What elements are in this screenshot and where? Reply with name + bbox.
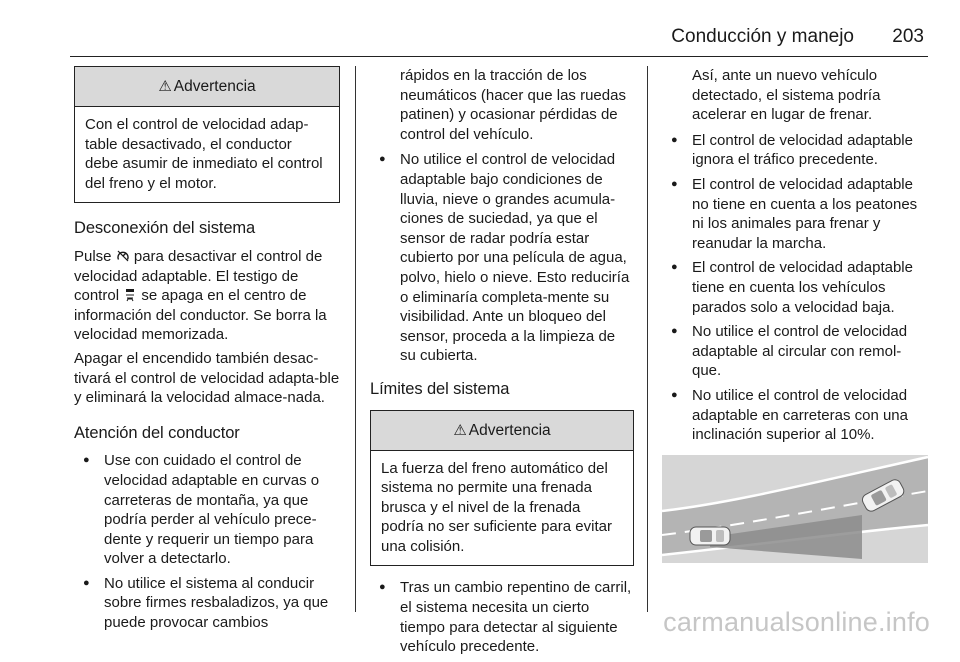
cruise-control-indicator-icon [123,288,137,302]
page-header [0,26,960,56]
column-divider-1 [355,66,356,612]
list-item: ● No utilice el control de velocidad adaptable bajo condiciones de lluvia, nieve o grandes acumula-ciones de suciedad, ya que el sensor de radar podría estar cubierto por una película de agua, polvo, hielo o nieve. Esto reduciría o eliminaría completa-mente su visibilidad. Ante un bloqueo del sensor, proceda a la limpieza de su cubierta. [370,150,634,366]
list-item: ● No utilice el control de velocidad adaptable en carreteras con una inclinación superior al 10%. [662,386,928,445]
warning-header [371,411,633,451]
text-fragment: se apaga en el centro de información del conductor. Se borra la velocidad memorizada. [74,287,327,344]
warning-box-1 [74,66,340,203]
curve-road-illustration [662,455,928,563]
warning-title: Advertencia [173,78,256,95]
column-1 [74,66,340,638]
warning-text: La fuerza del freno automático del sistema no permite una frenada brusca y el nivel de la frenada podría no ser suficiente para evitar una colisión. [381,459,612,555]
bullet-list-attention [74,451,340,632]
bullet-list-limits [662,131,928,445]
text-fragment: Pulse [74,247,116,265]
paragraph-continuation: Así, ante un nuevo vehículo detectado, el sistema podría acelerar en lugar de frenar. [692,67,881,124]
bullet-list-weather [370,150,634,366]
header-rule [70,56,928,57]
warning-header [75,67,339,107]
list-item: ● El control de velocidad adaptable no tiene en cuenta a los peatones ni los animales para frenar y reanudar la marcha. [662,175,928,253]
curve-illustration [662,455,928,563]
list-item: ● Tras un cambio repentino de carril, el sistema necesita un cierto tiempo para detectar al siguiente vehículo precedente. [370,578,634,656]
watermark: carmanualsonline.info [663,607,930,637]
bullet-list-lane-change [370,578,634,656]
warning-triangle-icon: ⚠ [453,421,467,439]
list-item: ● Use con cuidado el control de velocidad adaptable en curvas o carreteras de montaña, ya que podría perder al vehículo prece-dente y requerir un tiempo para volver a detectarlo. [74,451,340,569]
page-number: 203 [892,26,924,47]
column-divider-2 [647,66,648,612]
heading-disconnect: Desconexión del sistema [74,219,256,238]
warning-triangle-icon: ⚠ [158,78,172,95]
paragraph-disconnect [74,247,340,345]
cruise-control-button-icon [116,249,130,263]
heading-attention: Atención del conductor [74,423,240,442]
paragraph-ignition: Apagar el encendido también desac-tivará el control de velocidad adapta-ble y eliminará la velocidad almace-nada. [74,349,340,407]
paragraph-continuation: rápidos en la tracción de los neumáticos (hacer que las ruedas patinen) y ocasionar pérdidas de control del vehículo. [400,67,626,143]
list-item: ● El control de velocidad adaptable tiene en cuenta los vehículos parados solo a velocidad baja. [662,258,928,317]
column-3 [662,66,928,486]
heading-limits: Límites del sistema [370,379,510,398]
warning-text: Con el control de velocidad adap-table desactivado, el conductor debe asumir de inmediato el control del freno y el motor. [85,116,323,192]
warning-title: Advertencia [468,421,551,439]
section-title: Conducción y manejo [671,26,854,47]
text-fragment: para desactivar el control de velocidad adaptable. El testigo de control [74,247,323,305]
warning-box-2 [370,410,634,567]
list-item: ● No utilice el control de velocidad adaptable al circular con remol-que. [662,322,928,381]
column-2 [370,66,634,662]
list-item: ● No utilice el sistema al conducir sobre firmes resbaladizos, ya que puede provocar cambios [74,574,340,633]
list-item: ● El control de velocidad adaptable ignora el tráfico precedente. [662,131,928,170]
